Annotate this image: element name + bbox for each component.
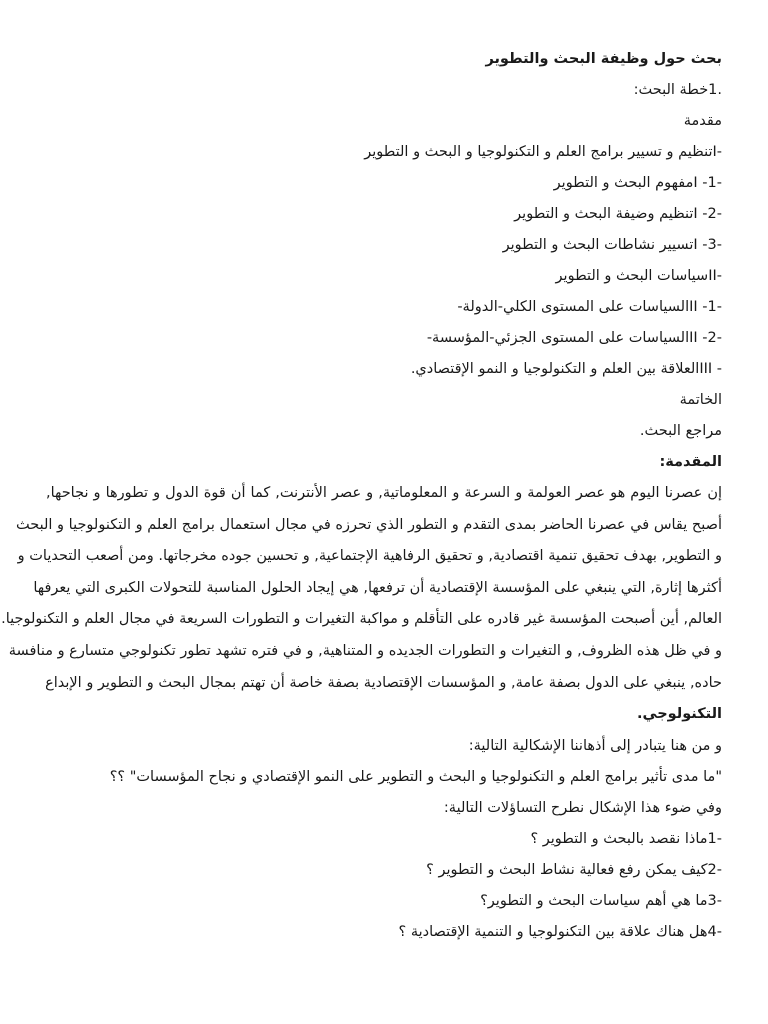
question-item: -4هل هناك علاقة بين التكنولوجيا و التنمية الإقتصادية ؟ <box>398 923 722 940</box>
outline-item: -Iتنظيم و تسيير برامج العلم و التكنولوجيا و البحث و التطوير <box>364 144 722 160</box>
intro-heading: المقدمة: <box>659 454 722 470</box>
outline-item: مراجع البحث. <box>639 423 722 439</box>
outline-item: - IIIالعلاقة بين العلم و التكنولوجيا و النمو الإقتصادي. <box>410 361 722 377</box>
outline-item: -1- IIالسياسات على المستوى الكلي-الدولة- <box>457 299 722 315</box>
paragraph-line: و في ظل هذه الظروف, و التغيرات و التطورات الجديده و المتناهية, و في فتره تشهد تطور تكنولوجي متسارع و منافسة <box>8 642 722 659</box>
paragraph-line: و التطوير, بهدف تحقيق تنمية اقتصادية, و تحقيق الرفاهية الإجتماعية, و تحسين جوده مخرجاتها. ومن أصعب التحديات و <box>17 548 722 565</box>
paragraph-line: أكثرها إثارة, التي ينبغي على المؤسسة الإقتصادية أن ترفعها, هي إيجاد الحلول المناسبة للتحولات الكبرى التي يعرفها <box>33 579 722 596</box>
question-item: -3ما هي أهم سياسات البحث و التطوير؟ <box>480 892 722 909</box>
problem-statement: "ما مدى تأثير برامج العلم و التكنولوجيا و البحث و التطوير على النمو الإقتصادي و نجاح المؤسسات" ؟؟ <box>109 768 722 785</box>
outline-item: -2- IIالسياسات على المستوى الجزئي-المؤسسة- <box>426 330 722 346</box>
paragraph-line: أصبح يقاس في عصرنا الحاضر بمدى التقدم و التطور الذي تحرزه في مجال استعمال برامج العلم و التكنولوجيا و البحث <box>16 516 722 533</box>
problem-intro: و من هنا يتبادر إلى أذهاننا الإشكالية التالية: <box>468 737 722 754</box>
outline-item: -IIسياسات البحث و التطوير <box>555 268 722 284</box>
document-title: بحث حول وظيفة البحث والتطوير <box>485 51 722 67</box>
paragraph-line: العالم, أين أصبحت المؤسسة غير قادره على التأقلم و مواكبة التغيرات و التطورات السريعة في مجال العلم و التكنولوجيا. <box>1 611 722 628</box>
paragraph-line: حاده, ينبغي على الدول بصفة عامة, و المؤسسات الإقتصادية بصفة خاصة أن تهتم بمجال البحث و التطوير و الإبداع <box>45 674 722 691</box>
question-item: -1ماذا نقصد بالبحث و التطوير ؟ <box>530 830 722 847</box>
question-item: -2كيف يمكن رفع فعالية نشاط البحث و التطوير ؟ <box>426 861 722 878</box>
outline-item: مقدمة <box>683 113 722 129</box>
outline-item: -1- Iمفهوم البحث و التطوير <box>553 175 722 191</box>
intro-paragraph <box>1 478 722 731</box>
questions-intro: وفي ضوء هذا الإشكال نطرح التساؤلات التالية: <box>443 799 722 816</box>
outline-item: الخاتمة <box>679 392 722 408</box>
paragraph-line: إن عصرنا اليوم هو عصر العولمة و السرعة و المعلوماتية, و عصر الأنترنت, كما أن قوة الدول و تطورها و نجاحها, <box>46 485 722 501</box>
outline-item: -2- Iتنظيم وضيفة البحث و التطوير <box>514 206 722 222</box>
plan-heading: .1خطة البحث: <box>633 82 722 98</box>
outline-item: -3- Iتسيير نشاطات البحث و التطوير <box>502 237 722 253</box>
paragraph-line-last: التكنولوجي. <box>637 706 722 723</box>
